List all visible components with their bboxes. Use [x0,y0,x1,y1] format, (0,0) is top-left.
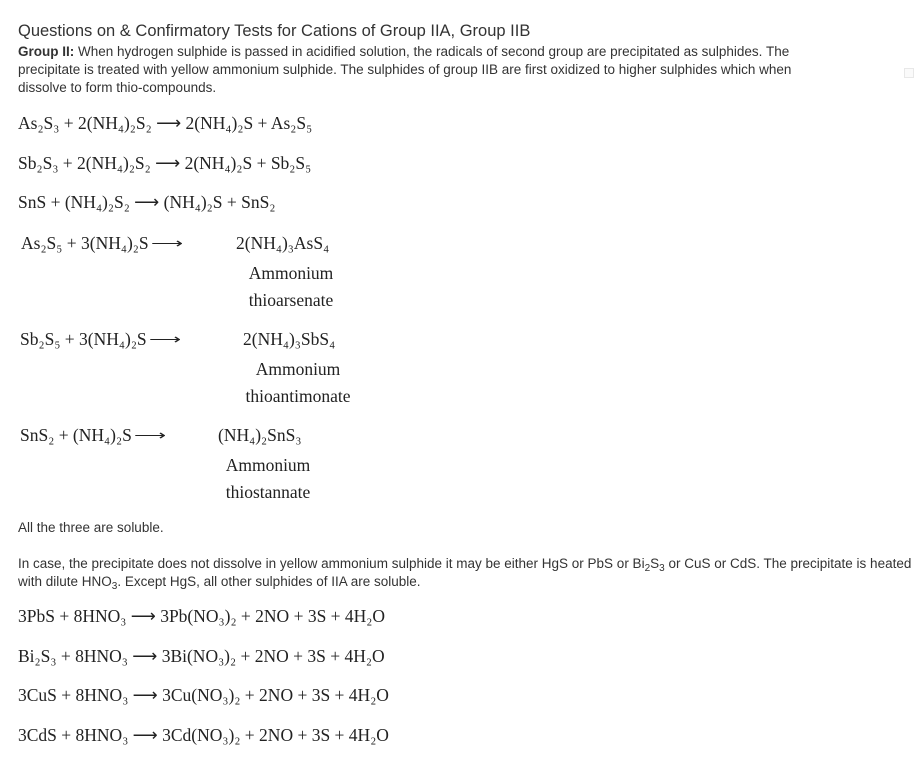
intro-label: Group II: [18,44,75,59]
thio-reaction-3-name-line2: thiostannate [225,482,311,502]
thio-reaction-1-name-line2: thioarsenate [248,290,334,310]
thio-reaction-2-reactants [20,329,182,350]
thio-reaction-1-reactants-text: As₂S₅ + 3(NH₄)₂S [21,233,149,253]
case-text-1: In case, the precipitate does not dissolve in yellow ammonium sulphide it may be either HgS or PbS or Bi [18,556,645,571]
nitric-equation-4: 3CdS + 8HNO₃ ⟶ 3Cd(NO₃)₂ + 2NO + 3S + 4H₂O [18,725,389,745]
thio-reaction-2-name-line1: Ammonium [255,359,341,379]
scroll-indicator[interactable] [904,68,914,78]
case-text-3: or CuS or CdS. The precipitate is heated with dilute HNO [18,556,912,589]
thio-reaction-1-name-line1: Ammonium [248,263,334,283]
reaction-arrow-icon: ⟶ [134,429,167,444]
nitric-equation-2: Bi₂S₃ + 8HNO₃ ⟶ 3Bi(NO₃)₂ + 2NO + 3S + 4H₂O [18,646,385,666]
page-title: Questions on & Confirmatory Tests for Cations of Group IIA, Group IIB [18,22,531,40]
equation-1: As₂S₃ + 2(NH₄)₂S₂ ⟶ 2(NH₄)₂S + As₂S₅ [18,113,313,133]
equation-2: Sb₂S₃ + 2(NH₄)₂S₂ ⟶ 2(NH₄)₂S + Sb₂S₅ [18,153,312,173]
nitric-equation-1: 3PbS + 8HNO₃ ⟶ 3Pb(NO₃)₂ + 2NO + 3S + 4H₂O [18,606,386,626]
case-text-2: S [650,556,660,571]
thio-reaction-1-product: 2(NH₄)₃AsS₄ [236,233,330,253]
soluble-note: All the three are soluble. [18,520,164,535]
case-sub-3: 3 [111,581,118,592]
case-paragraph [18,555,918,591]
thio-reaction-3-name-line1: Ammonium [225,455,311,475]
intro-text: When hydrogen sulphide is passed in acidified solution, the radicals of second group are precipitated as sulphides. The precipitate is treated with yellow ammonium sulphide. The sulphides of group IIB are first oxidized to higher sulphides which when dissolve to form thio-compounds. [18,44,792,95]
reaction-arrow-icon: ⟶ [149,333,182,348]
thio-reaction-2-product-block [243,329,353,406]
case-sub-1: 2 [644,563,651,574]
thio-reaction-3-product-block [218,425,318,502]
reaction-arrow-icon: ⟶ [150,237,184,252]
thio-reaction-1-product-block [236,233,346,310]
thio-reaction-2-name-line2: thioantimonate [245,386,351,406]
thio-reaction-3-product: (NH₄)₂SnS₃ [218,425,302,445]
thio-reaction-3-reactants [20,425,167,446]
thio-reaction-1-reactants [21,233,184,254]
intro-paragraph [18,43,798,97]
thio-reaction-2-product: 2(NH₄)₃SbS₄ [243,329,336,349]
case-sub-2: 3 [659,563,665,574]
thio-reaction-2-reactants-text: Sb₂S₅ + 3(NH₄)₂S [20,329,147,349]
case-text-4: . Except HgS, all other sulphides of IIA are soluble. [117,574,421,589]
thio-reaction-3-reactants-text: SnS₂ + (NH₄)₂S [20,425,132,445]
nitric-equation-3: 3CuS + 8HNO₃ ⟶ 3Cu(NO₃)₂ + 2NO + 3S + 4H₂O [18,685,389,705]
equation-3: SnS + (NH₄)₂S₂ ⟶ (NH₄)₂S + SnS₂ [18,192,276,212]
